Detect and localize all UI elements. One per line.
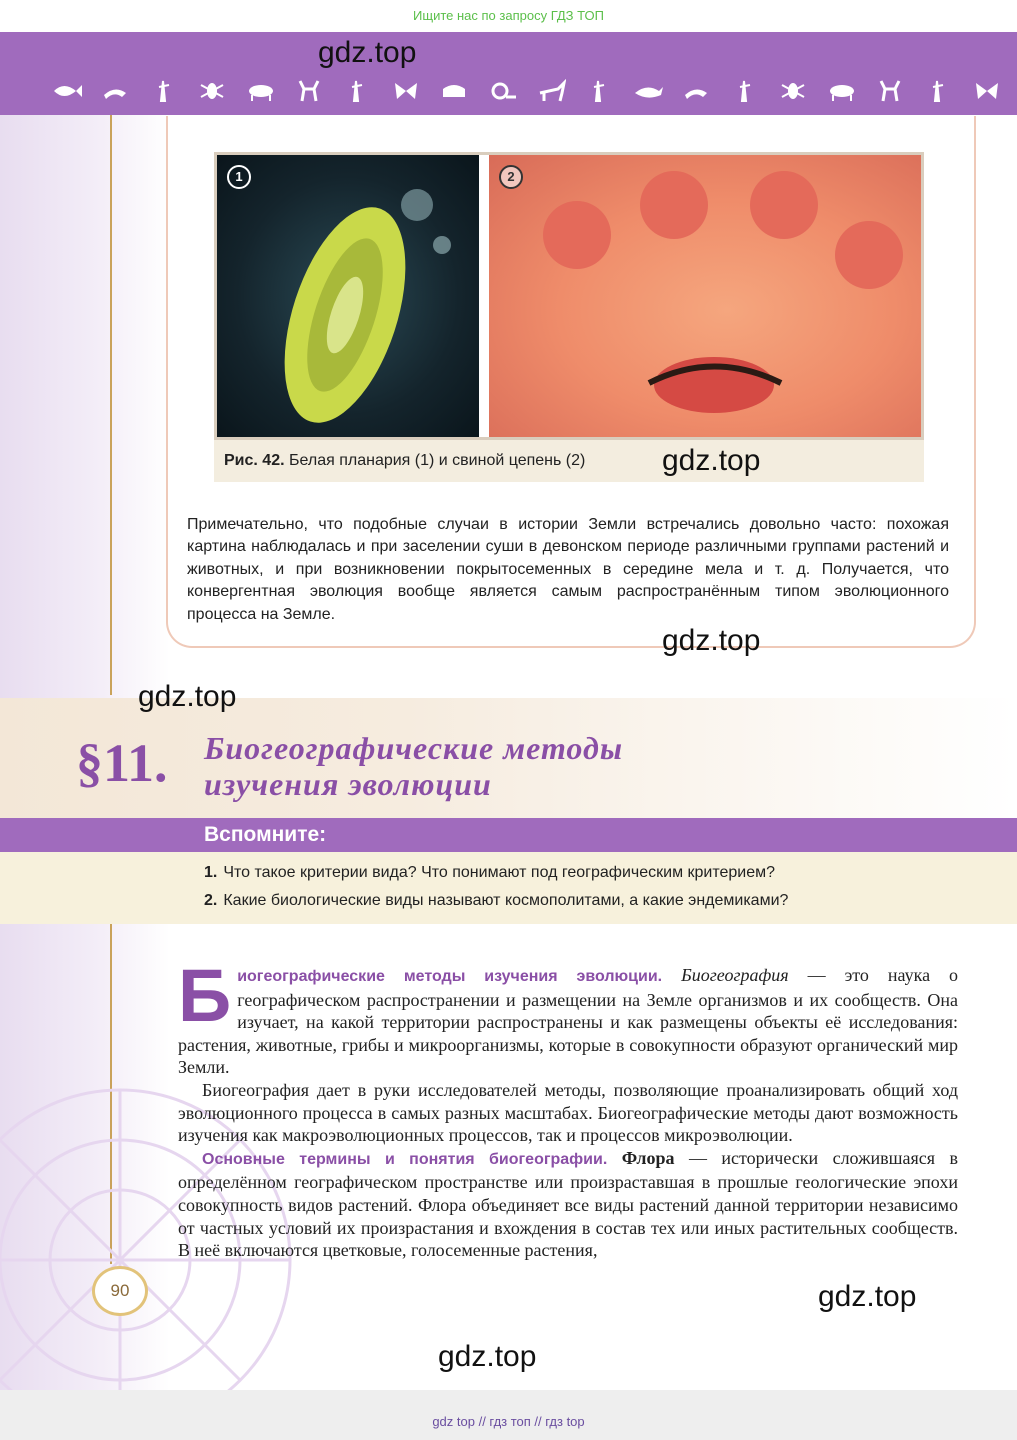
deer-icon bbox=[294, 79, 324, 103]
section-title-line-2: изучения эволюции bbox=[204, 766, 492, 802]
fish-icon bbox=[52, 79, 82, 103]
header-banner bbox=[0, 32, 1017, 115]
paragraph-1 bbox=[178, 954, 959, 1079]
watermark: gdz.top bbox=[818, 1280, 917, 1313]
boar-icon bbox=[827, 79, 857, 103]
figure-label-2: 2 bbox=[499, 165, 523, 189]
boar-icon bbox=[246, 79, 276, 103]
bison-icon bbox=[439, 79, 469, 103]
figure-label-1: 1 bbox=[227, 165, 251, 189]
tapeworm-image bbox=[489, 155, 917, 437]
bird-icon bbox=[923, 79, 953, 103]
tapeworm-photo bbox=[489, 155, 921, 437]
paragraph-heading: Основные термины и понятия биогеографии. bbox=[202, 1150, 608, 1168]
watermark: gdz.top bbox=[318, 36, 417, 69]
remember-heading: Вспомните: bbox=[204, 823, 327, 846]
section-title bbox=[204, 730, 623, 802]
question-item bbox=[204, 892, 788, 910]
top-notice: Ищите нас по запросу ГДЗ ТОП bbox=[413, 8, 604, 23]
horse-icon bbox=[536, 79, 566, 103]
planaria-image bbox=[217, 155, 479, 437]
deer-icon bbox=[875, 79, 905, 103]
bird-icon bbox=[730, 79, 760, 103]
watermark: gdz.top bbox=[438, 1340, 537, 1373]
question-item bbox=[204, 864, 775, 882]
lizard-icon bbox=[100, 79, 130, 103]
watermark: gdz.top bbox=[662, 624, 761, 657]
insect-icon bbox=[778, 79, 808, 103]
bird-icon bbox=[342, 79, 372, 103]
margin-line bbox=[110, 115, 112, 695]
paragraph-2: Биогеография дает в руки исследователей методы, позволяющие проанализировать общий ход эволюционного процесса в самых разных масштабах. Биогеографические методы дают возможность изучения как макроэволюционных процессов, так и процессов микроэволюции. bbox=[178, 1079, 958, 1146]
paragraph-text: — это наука о географическом распространении и размещении на Земле организмов и их сообществ. Она изучает, на какой территории распространены и как размещены объекты её исследования: растения, животные, грибы и микроорганизмы, которые в совокупности образуют органический мир Земли. bbox=[178, 965, 959, 1078]
box-paragraph: Примечательно, что подобные случаи в истории Земли встречались довольно часто: похожая картина наблюдалась и при заселении суши в девонском периоде различными группами растений и животных, и при возникновении покрытосеменных в середине мела и т. д. Получается, что конвергентная эволюция вообще является самым распространённым типом эволюционного процесса на Земле. bbox=[187, 516, 949, 623]
watermark: gdz.top bbox=[138, 680, 237, 713]
caption-text: Белая планария (1) и свиной цепень (2) bbox=[289, 452, 586, 469]
section-title-line-1: Биогеографические методы bbox=[204, 730, 624, 766]
remember-header bbox=[0, 818, 1017, 852]
question-number: 1. bbox=[204, 864, 218, 881]
whale-icon bbox=[633, 79, 663, 103]
footer bbox=[0, 1390, 1017, 1440]
question-text: Какие биологические виды называют космополитами, а какие эндемиками? bbox=[223, 892, 789, 909]
main-text bbox=[178, 954, 959, 1262]
caption-prefix: Рис. 42. bbox=[224, 452, 285, 469]
watermark: gdz.top bbox=[662, 444, 761, 477]
question-text: Что такое критерии вида? Что понимают под географическим критерием? bbox=[223, 864, 776, 881]
bird-icon bbox=[584, 79, 614, 103]
section-number: §11. bbox=[76, 733, 168, 793]
term: Биогеография bbox=[681, 965, 789, 985]
paragraph-3 bbox=[178, 1147, 958, 1262]
bird-icon bbox=[149, 79, 179, 103]
paragraph-text: — исторически сложившаяся в определённом географическом пространстве или произраставшая в прошлые геологические эпохи совокупность видов растений. Флора объединяет все виды растений данной территории независимо от частных условий их произрастания и вхождения в состав тех или иных растительных сообществ. В неё включаются цветковые, голосеменные растения, bbox=[178, 1147, 959, 1261]
figure-42 bbox=[214, 152, 924, 440]
footer-links[interactable]: gdz top // гдз топ // гдз top bbox=[432, 1414, 585, 1429]
question-number: 2. bbox=[204, 892, 218, 909]
snail-icon bbox=[488, 79, 518, 103]
butterfly-icon bbox=[391, 79, 421, 103]
planaria-photo bbox=[217, 155, 479, 437]
term: Флора bbox=[621, 1147, 675, 1168]
lizard-icon bbox=[681, 79, 711, 103]
page-number: 90 bbox=[92, 1266, 148, 1316]
figure-caption bbox=[214, 440, 924, 482]
remember-questions bbox=[0, 852, 1017, 924]
drop-cap: Б bbox=[178, 954, 232, 1037]
animal-icons-row bbox=[52, 76, 1002, 106]
paragraph-heading: иогеографические методы изучения эволюции. bbox=[237, 968, 663, 985]
butterfly-icon bbox=[972, 79, 1002, 103]
insect-icon bbox=[197, 79, 227, 103]
